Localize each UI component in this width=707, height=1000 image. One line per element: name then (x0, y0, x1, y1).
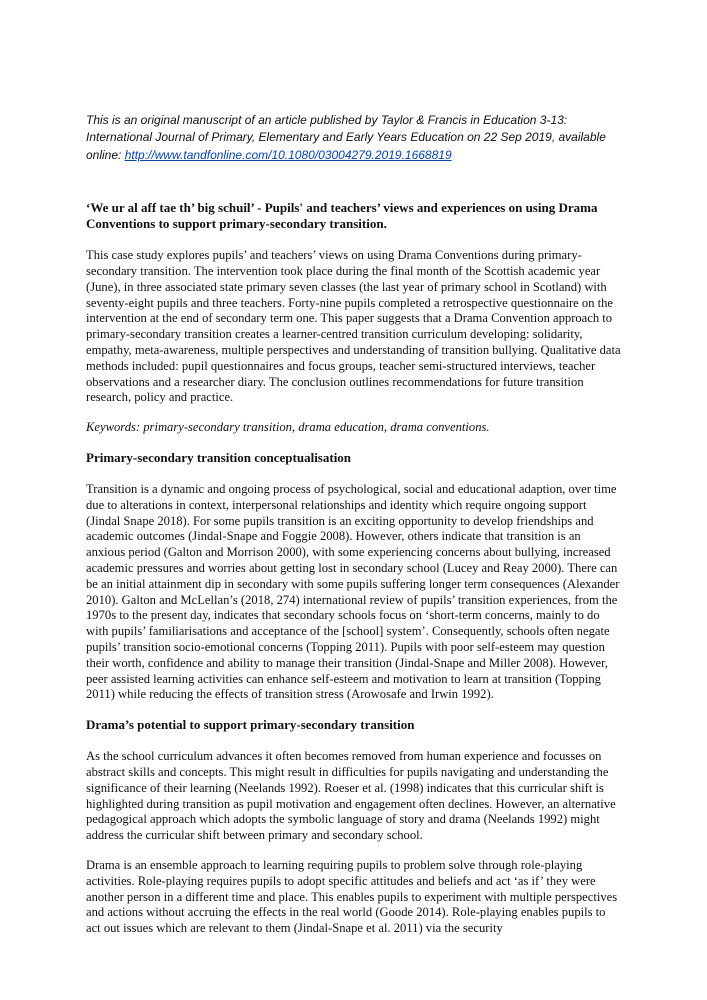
article-title: ‘We ur al aff tae th’ big schuil’ - Pupils' and teachers’ views and experiences on using Drama Conventions to support primary-secondary transition. (86, 200, 598, 232)
keywords: Keywords: primary-secondary transition, drama education, drama conventions. (86, 420, 490, 435)
section-heading-drama: Drama’s potential to support primary-secondary transition (86, 717, 415, 733)
publication-note-text: This is an original manuscript of an article published by Taylor & Francis in Education 3-13: International Journal of Primary, Elementary and Early Years Education on 22 Sep 2019, available online: (86, 113, 606, 162)
manuscript-page (86, 112, 621, 951)
paragraph-drama-2: Drama is an ensemble approach to learning requiring pupils to problem solve through role-playing activities. Role-playing requires pupils to adopt specific attitudes and beliefs and act ‘as if’ they were another person in a different time and place. This enables pupils to experiment with multiple perspectives and actions without accruing the effects in the real world (Goode 2014). Role-playing enables pupils to act out issues which are relevant to them (Jindal-Snape et al. 2011) via the security (86, 857, 618, 936)
publication-note (86, 112, 621, 164)
doi-link[interactable]: http://www.tandfonline.com/10.1080/03004279.2019.1668819 (124, 147, 452, 162)
abstract: This case study explores pupils’ and teachers’ views on using Drama Conventions during primary-secondary transition. The intervention took place during the final month of the Scottish academic year (June), in three associated state primary seven classes (the last year of primary school in Scotland) with seventy-eight pupils and three teachers. Forty-nine pupils completed a retrospective questionnaire on the intervention at the end of secondary term one. This paper suggests that a Drama Convention approach to primary-secondary transition creates a learner-centred transition curriculum developing: solidarity, empathy, meta-awareness, multiple perspectives and understanding of transition bullying. Qualitative data methods included: pupil questionnaires and focus groups, teacher semi-structured interviews, teacher observations and a researcher diary. The conclusion outlines recommendations for future transition research, policy and practice. (86, 248, 621, 405)
section-heading-transition: Primary-secondary transition conceptualisation (86, 449, 352, 465)
paragraph-drama-1: As the school curriculum advances it often becomes removed from human experience and focusses on abstract skills and concepts. This might result in difficulties for pupils navigating and understanding the significance of their learning (Neelands 1992). Roeser et al. (1998) indicates that this curricular shift is highlighted during transition as pupil motivation and engagement often declines. However, an alternative pedagogical approach which adopts the symbolic language of story and drama (Neelands 1992) might address the curricular shift between primary and secondary school. (86, 749, 616, 843)
paragraph-transition-1: Transition is a dynamic and ongoing process of psychological, social and educational adaption, over time due to alterations in context, interpersonal relationships and identity which require ongoing support (Jindal Snape 2018). For some pupils transition is an exciting opportunity to develop friendships and academic outcomes (Jindal-Snape and Foggie 2008). However, others indicate that transition is an anxious period (Galton and Morrison 2000), with some experiencing concerns about bullying, increased academic pressures and worries about getting lost in secondary school (Lucey and Reay 2000). There can be an initial attainment dip in secondary with some pupils suffering longer term consequences (Alexander 2010). Galton and McLellan’s (2018, 274) international review of pupils’ transition experiences, from the 1970s to the present day, indicates that secondary schools focus on ‘short-term concerns, mainly to do with pupils’ familiarisations and acceptance of the [school] system’. Consequently, schools often negate pupils’ transition socio-emotional concerns (Topping 2011). Pupils with poor self-esteem may question their worth, confidence and ability to manage their transition (Jindal-Snape and Miller 2008). However, peer assisted learning activities can enhance self-esteem and motivation to learn at transition (Topping 2011) while reducing the effects of transition stress (Arowosafe and Irwin 1992). (86, 481, 620, 702)
